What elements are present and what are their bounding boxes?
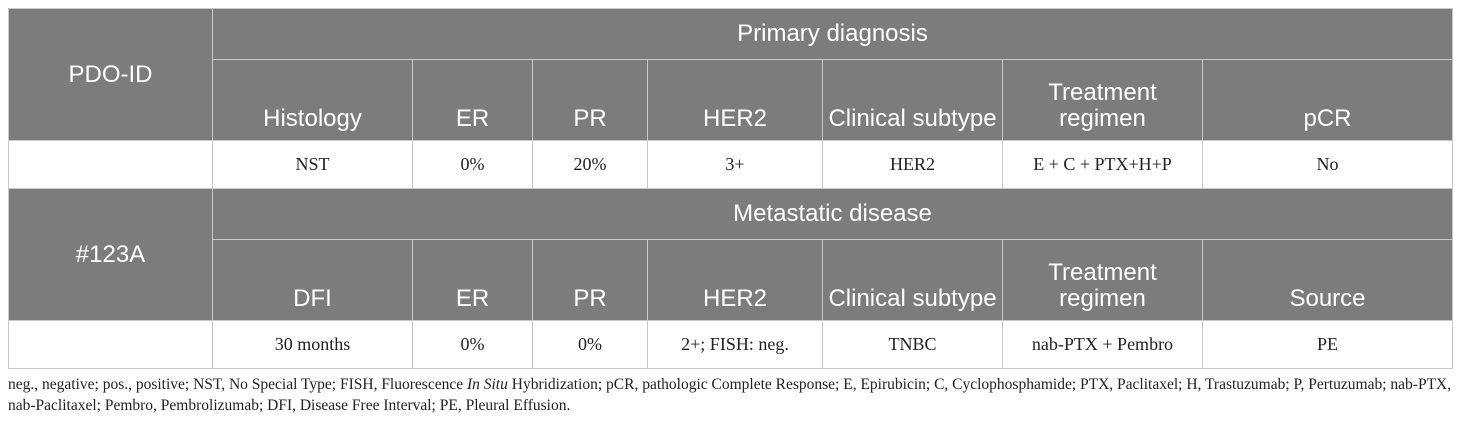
footnote-italic-text: In Situ	[466, 376, 508, 393]
empty-cell	[9, 141, 213, 189]
column-header-clinical-subtype: Clinical subtype	[823, 60, 1003, 141]
column-header-her2: HER2	[648, 240, 823, 321]
metastatic-clinical-subtype-value: TNBC	[823, 321, 1003, 369]
pdo-id-header: PDO-ID	[9, 9, 213, 141]
metastatic-dfi-value: 30 months	[213, 321, 413, 369]
primary-diagnosis-header: Primary diagnosis	[213, 9, 1453, 60]
metastatic-her2-value: 2+; FISH: neg.	[648, 321, 823, 369]
metastatic-disease-header: Metastatic disease	[213, 189, 1453, 240]
table-footnote	[8, 374, 1452, 416]
metastatic-pr-value: 0%	[533, 321, 648, 369]
column-header-her2: HER2	[648, 60, 823, 141]
primary-clinical-subtype-value: HER2	[823, 141, 1003, 189]
column-header-histology: Histology	[213, 60, 413, 141]
column-header-er: ER	[413, 60, 533, 141]
empty-cell	[9, 321, 213, 369]
column-header-pr: PR	[533, 60, 648, 141]
column-header-pr: PR	[533, 240, 648, 321]
column-header-treatment-regimen: Treatment regimen	[1003, 240, 1203, 321]
column-header-er: ER	[413, 240, 533, 321]
metastatic-source-value: PE	[1203, 321, 1453, 369]
primary-pcr-value: No	[1203, 141, 1453, 189]
primary-her2-value: 3+	[648, 141, 823, 189]
primary-histology-value: NST	[213, 141, 413, 189]
primary-pr-value: 20%	[533, 141, 648, 189]
metastatic-treatment-regimen-value: nab-PTX + Pembro	[1003, 321, 1203, 369]
column-header-treatment-regimen: Treatment regimen	[1003, 60, 1203, 141]
primary-er-value: 0%	[413, 141, 533, 189]
column-header-clinical-subtype: Clinical subtype	[823, 240, 1003, 321]
column-header-pcr: pCR	[1203, 60, 1453, 141]
metastatic-er-value: 0%	[413, 321, 533, 369]
column-header-dfi: DFI	[213, 240, 413, 321]
pdo-id-value: #123A	[9, 189, 213, 321]
data-table	[8, 8, 1453, 369]
column-header-source: Source	[1203, 240, 1453, 321]
footnote-text-part1: neg., negative; pos., positive; NST, No Special Type; FISH, Fluorescence	[8, 376, 467, 393]
primary-treatment-regimen-value: E + C + PTX+H+P	[1003, 141, 1203, 189]
footnote-text-part2: Hybridization; pCR, pathologic Complete Response; E, Epirubicin; C, Cyclophosphamide; PTX, Paclitaxel; H, Trastuzumab; P, Pertuzumab; nab-PTX, nab-Paclitaxel; Pembro, Pembrolizumab; DFI, Disease Free Interval; PE, Pleural Effusion.	[8, 376, 1452, 414]
